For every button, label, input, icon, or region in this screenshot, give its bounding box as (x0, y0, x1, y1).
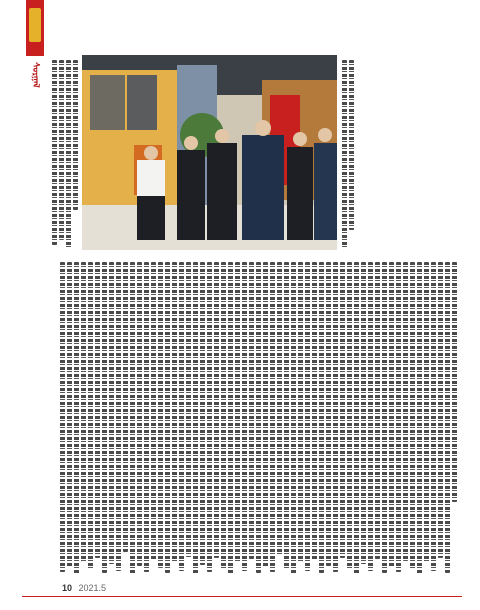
right-text-block (342, 60, 362, 250)
emblem-icon (29, 8, 41, 42)
page-number: 10 (62, 583, 73, 593)
page-footer (62, 583, 106, 593)
upper-left-text-block (52, 60, 78, 250)
issue-date: 2021.5 (78, 583, 107, 593)
footer-rule (22, 596, 462, 597)
photo-exhibition-visit (82, 55, 337, 250)
main-body-text (60, 262, 458, 577)
section-label: ᠰᠤᠷᠭᠠᠯ (30, 62, 40, 88)
